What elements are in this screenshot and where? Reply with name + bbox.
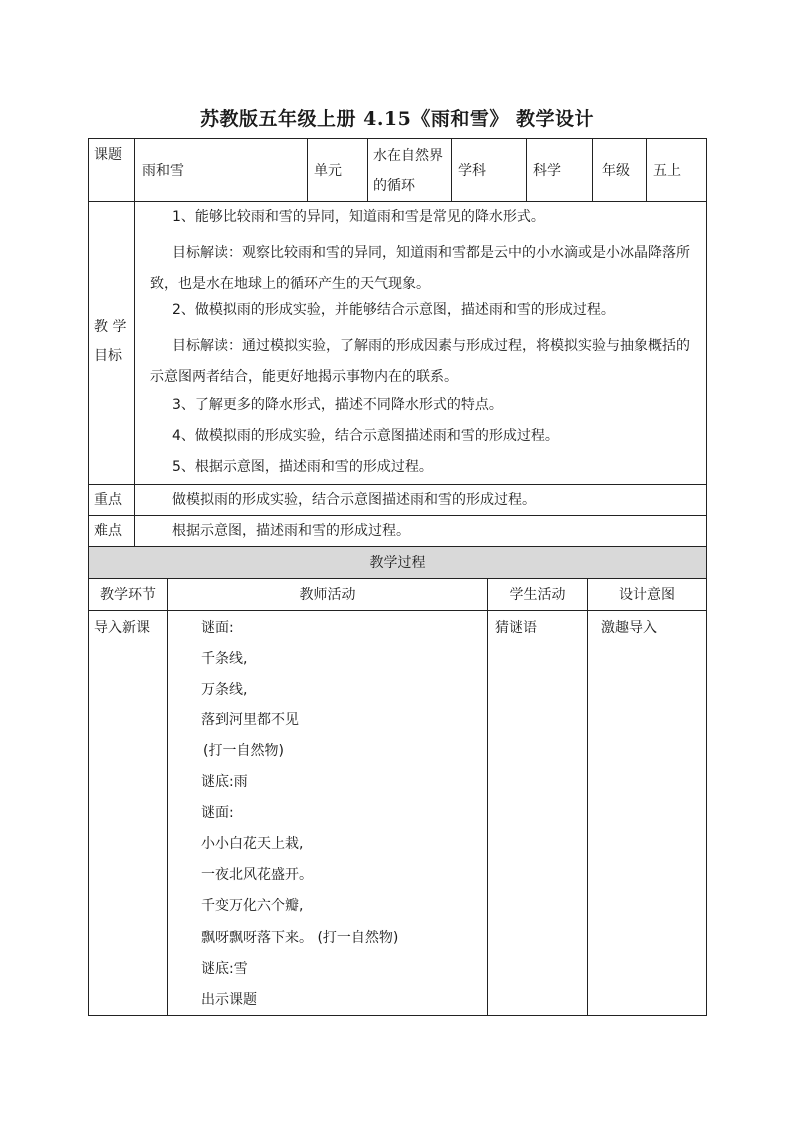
goal-item-2-note: 目标解读：通过模拟实验，了解雨的形成因素与形成过程，将模拟实验与抽象概括的示意图两者结合，能更好地揭示事物内在的联系。	[150, 338, 690, 385]
col-header-stage: 教学环节	[100, 587, 156, 603]
teacher-line: 万条线,	[201, 682, 248, 698]
teacher-line: 飘呀飘呀落下来。 (打一自然物)	[201, 930, 399, 946]
topic-label: 课题	[94, 147, 122, 163]
col-header-intent: 设计意图	[619, 587, 675, 603]
page-title: 苏教版五年级上册 4.15《雨和雪》 教学设计	[199, 108, 594, 130]
unit-value-line1: 水在自然界	[373, 148, 443, 164]
teacher-line: 出示课题	[201, 992, 257, 1008]
topic-value: 雨和雪	[142, 163, 184, 179]
subject-value: 科学	[533, 163, 561, 179]
goal-item-5: 5、根据示意图，描述雨和雪的形成过程。	[172, 459, 433, 475]
teacher-line: 小小白花天上栽,	[201, 836, 304, 852]
teacher-line: 谜面:	[201, 620, 234, 636]
teacher-line: 一夜北风花盛开。	[201, 867, 313, 883]
goal-item-2: 2、做模拟雨的形成实验，并能够结合示意图，描述雨和雪的形成过程。	[172, 302, 615, 318]
goals-label-line1: 教 学	[94, 319, 127, 335]
goals-label-line2: 目标	[94, 348, 122, 364]
teacher-line: 谜底:雪	[201, 961, 248, 977]
grade-value: 五上	[653, 163, 681, 179]
goal-item-1-note: 目标解读：观察比较雨和雪的异同，知道雨和雪都是云中的小水滴或是小冰晶降落所致，也是水在地球上的循环产生的天气现象。	[150, 245, 690, 292]
stage-value: 导入新课	[94, 620, 150, 636]
grade-label: 年级	[602, 163, 630, 179]
teacher-line: 谜面:	[201, 805, 234, 821]
col-header-student: 学生活动	[509, 587, 566, 603]
process-heading: 教学过程	[369, 555, 426, 571]
goal-item-3: 3、了解更多的降水形式，描述不同降水形式的特点。	[172, 397, 503, 413]
difficulty-value: 根据示意图，描述雨和雪的形成过程。	[172, 523, 410, 539]
col-header-teacher: 教师活动	[299, 587, 356, 603]
unit-value-line2: 的循环	[373, 178, 415, 194]
key-point-value: 做模拟雨的形成实验，结合示意图描述雨和雪的形成过程。	[172, 492, 536, 508]
teacher-line: (打一自然物)	[203, 743, 284, 759]
goal-item-1: 1、能够比较雨和雪的异同，知道雨和雪是常见的降水形式。	[172, 209, 545, 225]
unit-label: 单元	[314, 163, 342, 179]
design-intent: 激趣导入	[601, 620, 657, 636]
student-activity: 猜谜语	[495, 620, 537, 636]
difficulty-label: 难点	[94, 523, 122, 539]
teacher-line: 千变万化六个瓣,	[201, 898, 304, 914]
subject-label: 学科	[458, 163, 486, 179]
teacher-line: 谜底:雨	[201, 774, 248, 790]
goal-item-4: 4、做模拟雨的形成实验，结合示意图描述雨和雪的形成过程。	[172, 428, 559, 444]
teacher-line: 落到河里都不见	[201, 712, 299, 728]
key-point-label: 重点	[94, 492, 122, 508]
teacher-line: 千条线,	[201, 651, 248, 667]
